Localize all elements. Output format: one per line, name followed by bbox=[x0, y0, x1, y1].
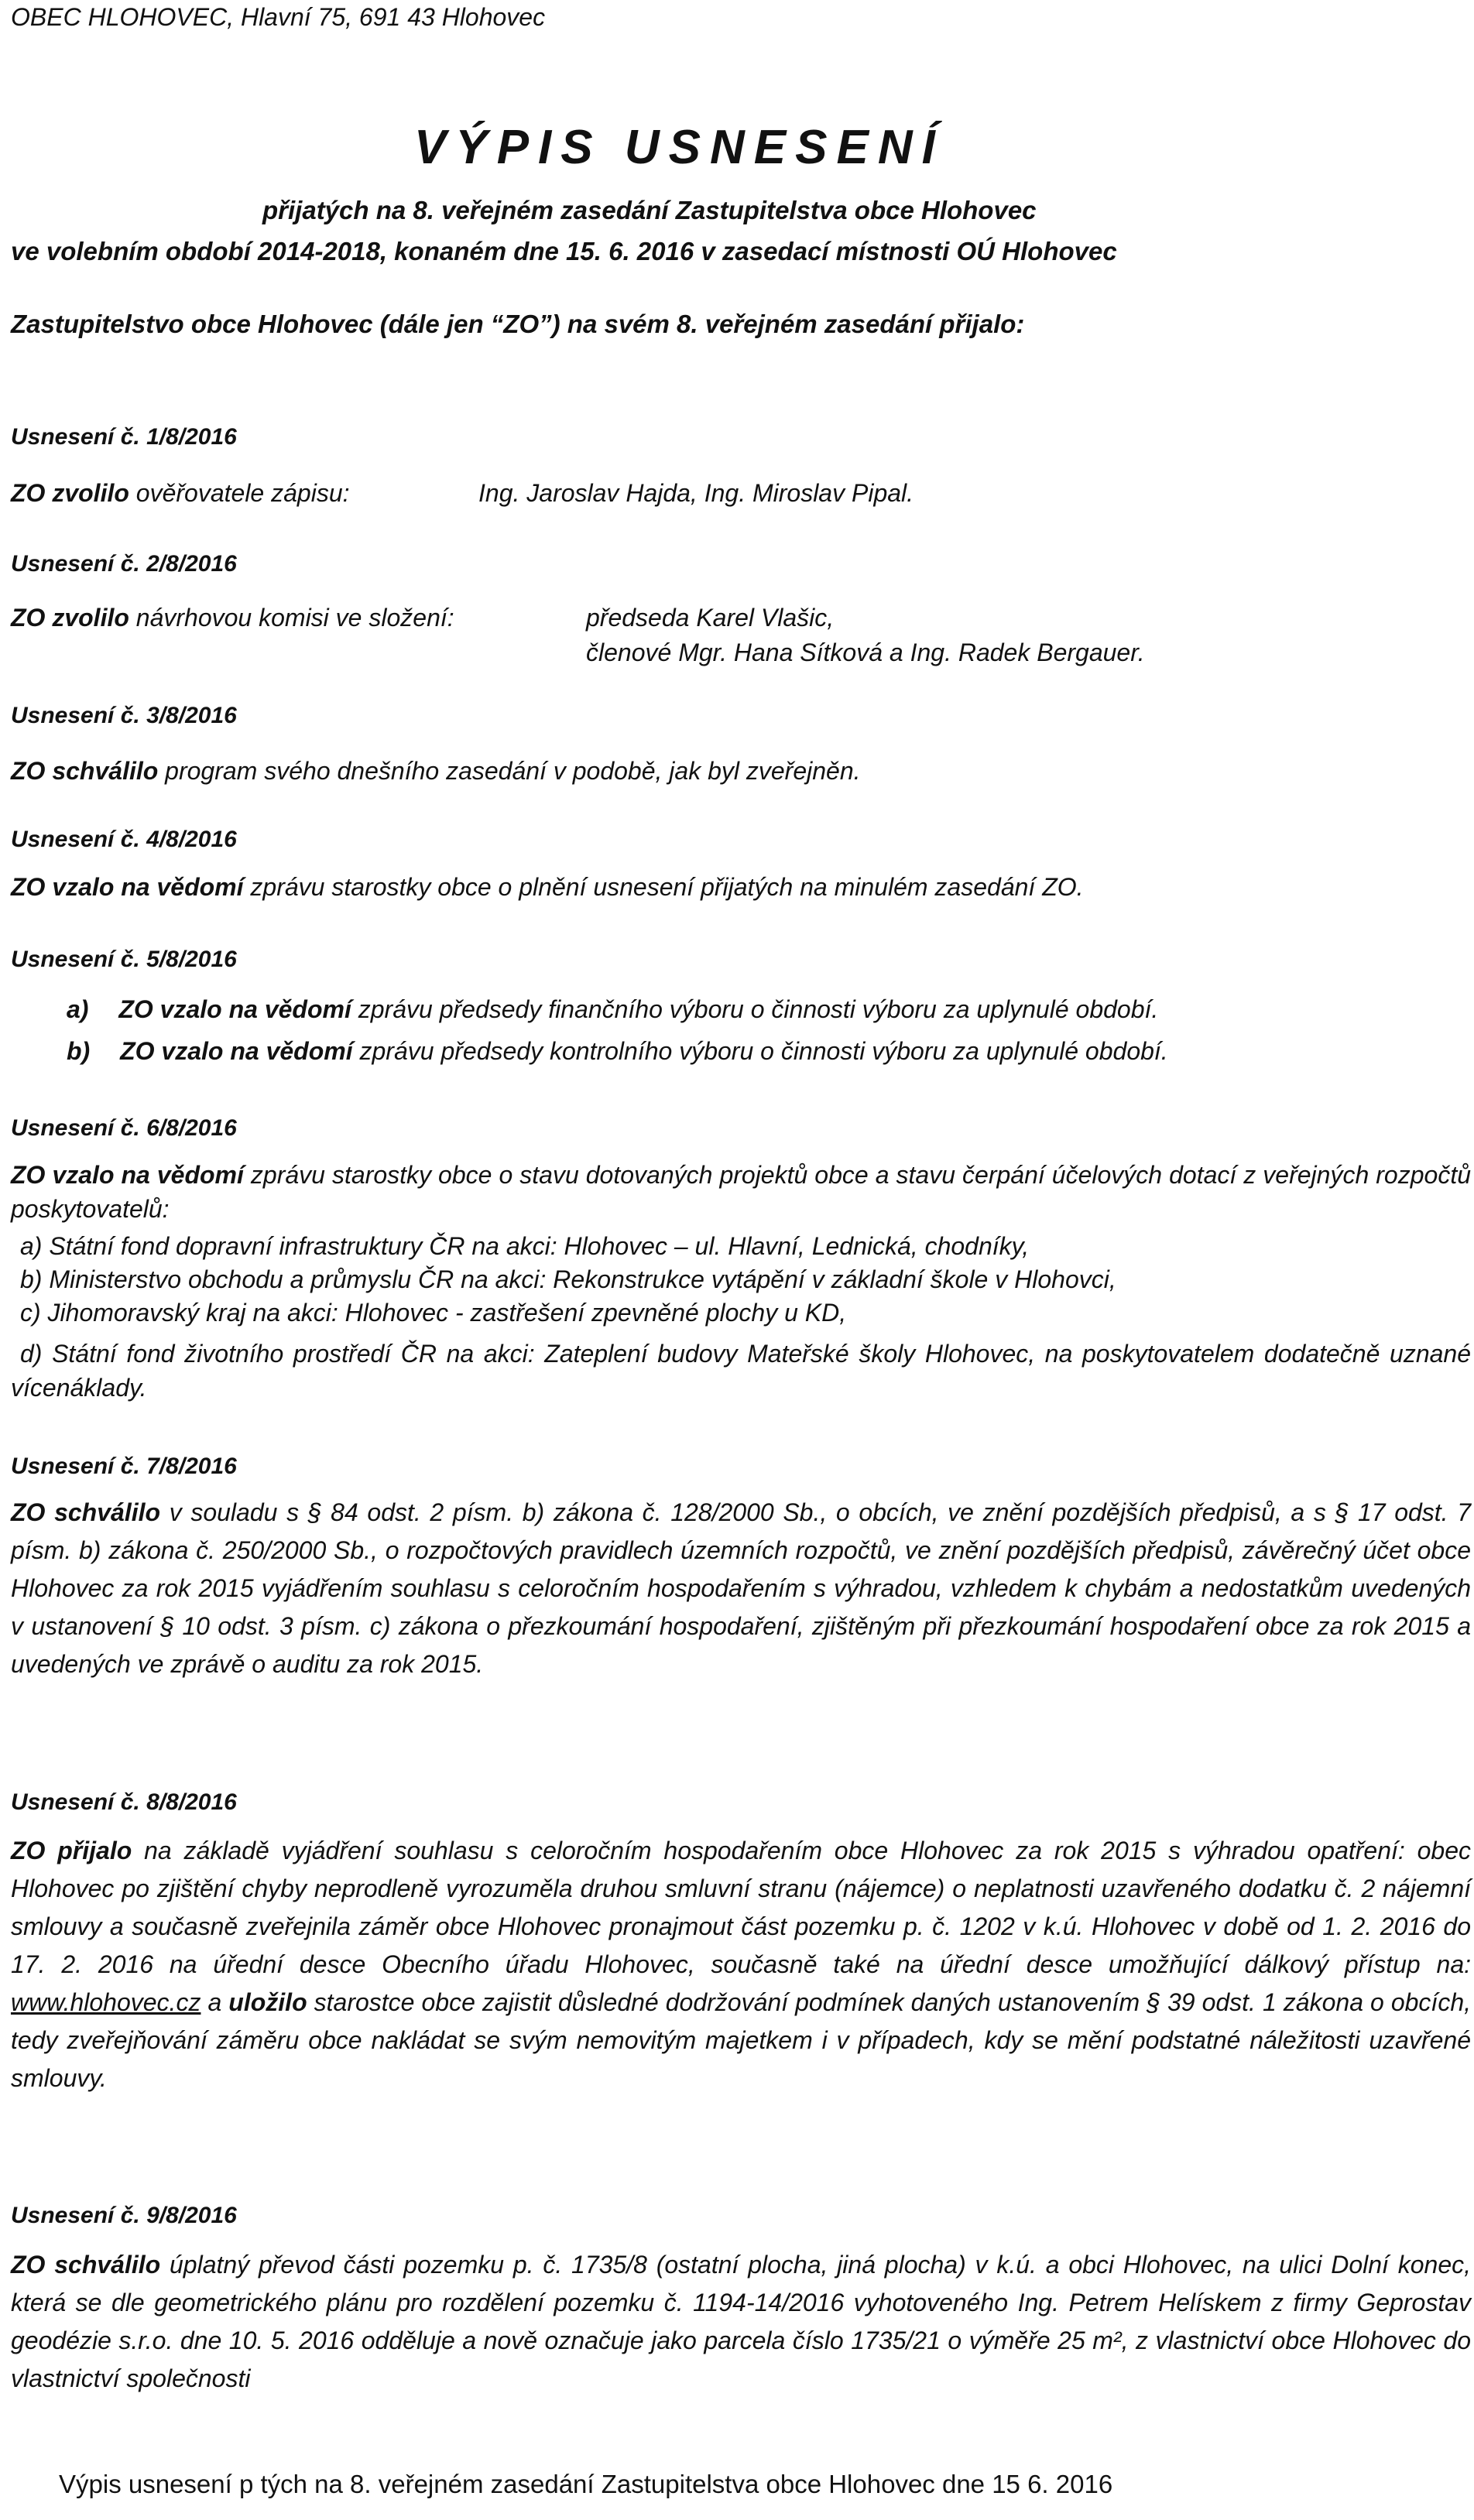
resolution-heading: Usnesení č. 4/8/2016 bbox=[11, 827, 237, 852]
resolution-heading: Usnesení č. 6/8/2016 bbox=[11, 1115, 237, 1141]
resolution-paragraph bbox=[11, 1158, 1471, 1226]
resolution-text bbox=[11, 875, 1084, 899]
resolution-heading: Usnesení č. 2/8/2016 bbox=[11, 551, 237, 577]
resolution-body: zprávu starostky obce o plnění usnesení přijatých na minulém zasedání ZO. bbox=[243, 873, 1084, 901]
resolution-body: úplatný převod části pozemku p. č. 1735/8 (ostatní plocha, jiná plocha) v k.ú. a obci Hlohovec, na ulici Dolní konec, která se dle geometrického plánu pro rozdělení pozemku č. 1194-14/2016 vyhotoveného Ing. Petrem Helískem z firmy Geprostav geodézie s.r.o. dne 10. 5. 2016 odděluje a nově označuje jako parcela číslo 1735/21 o výměře 25 m², z vlastnictví obce Hlohovec do vlastnictví společnosti bbox=[11, 2251, 1471, 2392]
resolution-heading: Usnesení č. 1/8/2016 bbox=[11, 424, 237, 450]
resolution-lead: ZO zvolilo bbox=[11, 479, 129, 507]
resolution-body: zprávu předsedy finančního výboru o činnosti výboru za uplynulé období. bbox=[351, 995, 1159, 1023]
resolution-body: návrhovou komisi ve složení: bbox=[129, 604, 454, 632]
resolution-value: Ing. Jaroslav Hajda, Ing. Miroslav Pipal. bbox=[478, 479, 914, 507]
resolution-body: program svého dnešního zasedání v podobě, jak byl zveřejněn. bbox=[158, 757, 861, 785]
list-item: d) Státní fond životního prostředí ČR na akci: Zateplení budovy Mateřské školy Hlohovec, na poskytovatelem dodatečně uznané vícenáklady. bbox=[11, 1340, 1471, 1402]
resolution-lead: ZO vzalo na vědomí bbox=[11, 873, 244, 901]
resolution-lead: ZO schválilo bbox=[11, 2251, 161, 2279]
page-footer: Výpis usnesení p tých na 8. veřejném zasedání Zastupitelstva obce Hlohovec dne 15 6. 2016 bbox=[59, 2470, 1113, 2498]
resolution-lead: ZO přijalo bbox=[11, 1837, 132, 1864]
resolution-body: zprávu starostky obce o stavu dotovaných projektů obce a stavu čerpání účelových dotací z veřejných rozpočtů poskytovatelů: bbox=[11, 1161, 1472, 1223]
resolution-heading: Usnesení č. 9/8/2016 bbox=[11, 2203, 237, 2228]
resolution-lead: ZO vzalo na vědomí bbox=[11, 1161, 244, 1189]
document-subtitle-1: přijatých na 8. veřejném zasedání Zastupitelstva obce Hlohovec bbox=[262, 196, 1037, 224]
intro-text: Zastupitelstvo obce Hlohovec (dále jen “ZO”) na svém 8. veřejném zasedání přijalo: bbox=[11, 310, 1025, 338]
website-link[interactable]: www.hlohovec.cz bbox=[11, 1988, 201, 2016]
resolution-body: zprávu předsedy kontrolního výboru o činnosti výboru za uplynulé období. bbox=[352, 1037, 1168, 1065]
item-letter: b) bbox=[67, 1037, 91, 1065]
resolution-item bbox=[67, 997, 1158, 1022]
resolution-lead: ZO schválilo bbox=[11, 757, 159, 785]
resolution-text bbox=[11, 481, 350, 505]
resolution-text bbox=[11, 605, 454, 630]
resolution-heading: Usnesení č. 7/8/2016 bbox=[11, 1453, 237, 1479]
resolution-lead: ZO schválilo bbox=[11, 1498, 161, 1526]
resolution-value: předseda Karel Vlašic, bbox=[586, 604, 835, 632]
resolution-body: ověřovatele zápisu: bbox=[129, 479, 350, 507]
list-item: b) Ministerstvo obchodu a průmyslu ČR na akci: Rekonstrukce vytápění v základní škole v Hlohovci, bbox=[20, 1265, 1116, 1293]
resolution-value-2: členové Mgr. Hana Sítková a Ing. Radek Bergauer. bbox=[586, 639, 1145, 666]
resolution-heading: Usnesení č. 8/8/2016 bbox=[11, 1789, 237, 1815]
resolution-lead: uložilo bbox=[228, 1988, 307, 2016]
document-header: OBEC HLOHOVEC, Hlavní 75, 691 43 Hlohovec bbox=[11, 3, 546, 31]
resolution-heading: Usnesení č. 5/8/2016 bbox=[11, 947, 237, 972]
document-title: VÝPIS USNESENÍ bbox=[414, 121, 944, 174]
resolution-lead: ZO vzalo na vědomí bbox=[120, 1037, 353, 1065]
resolution-paragraph bbox=[11, 1832, 1471, 2097]
list-item: a) Státní fond dopravní infrastruktury ČR na akci: Hlohovec – ul. Hlavní, Lednická, chodníky, bbox=[20, 1232, 1030, 1260]
resolution-text bbox=[11, 758, 861, 783]
resolution-paragraph bbox=[11, 1494, 1471, 1683]
document-subtitle-2: ve volebním období 2014-2018, konaném dne 15. 6. 2016 v zasedací místnosti OÚ Hlohovec bbox=[11, 237, 1117, 265]
resolution-lead: ZO vzalo na vědomí bbox=[118, 995, 351, 1023]
resolution-paragraph bbox=[11, 2246, 1471, 2398]
resolution-item bbox=[67, 1039, 1168, 1063]
resolution-heading: Usnesení č. 3/8/2016 bbox=[11, 703, 237, 728]
resolution-body: a bbox=[201, 1988, 229, 2016]
resolution-body: na základě vyjádření souhlasu s celoročním hospodařením obce Hlohovec za rok 2015 s výhradou opatření: obec Hlohovec po zjištění chyby neprodleně vyrozuměla druhou smluvní stranu (nájemce) o neplatnosti uzavřeného dodatku č. 2 nájemní smlouvy a současně zveřejnila záměr obce Hlohovec pronajmout část pozemku p. č. 1202 v k.ú. Hlohovec v době od 1. 2. 2016 do 17. 2. 2016 na úřední desce Obecního úřadu Hlohovec, současně také na úřední desce umožňující dálkový přístup na: bbox=[11, 1837, 1472, 1978]
resolution-lead: ZO zvolilo bbox=[11, 604, 129, 632]
resolution-body: starostce obce zajistit důsledné dodržování podmínek daných ustanovením § 39 odst. 1 zákona o obcích, tedy zveřejňování záměru obce nakládat se svým nemovitým majetkem i v případech, kdy se mění podstatné náležitosti uzavřené smlouvy. bbox=[11, 1988, 1472, 2092]
list-item: c) Jihomoravský kraj na akci: Hlohovec - zastřešení zpevněné plochy u KD, bbox=[20, 1299, 847, 1327]
resolution-body: v souladu s § 84 odst. 2 písm. b) zákona č. 128/2000 Sb., o obcích, ve znění pozdějších předpisů, a s § 17 odst. 7 písm. b) zákona č. 250/2000 Sb., o rozpočtových pravidlech územních rozpočtů, ve znění pozdějších předpisů, závěrečný účet obce Hlohovec za rok 2015 vyjádřením souhlasu s celoročním hospodařením s výhradou, vzhledem k chybám a nedostatkům uvedených v ustanovení § 10 odst. 3 písm. c) zákona o přezkoumání hospodaření, zjištěným při přezkoumání hospodaření obce za rok 2015 a uvedených ve zprávě o auditu za rok 2015. bbox=[11, 1498, 1472, 1678]
item-letter: a) bbox=[67, 995, 89, 1023]
